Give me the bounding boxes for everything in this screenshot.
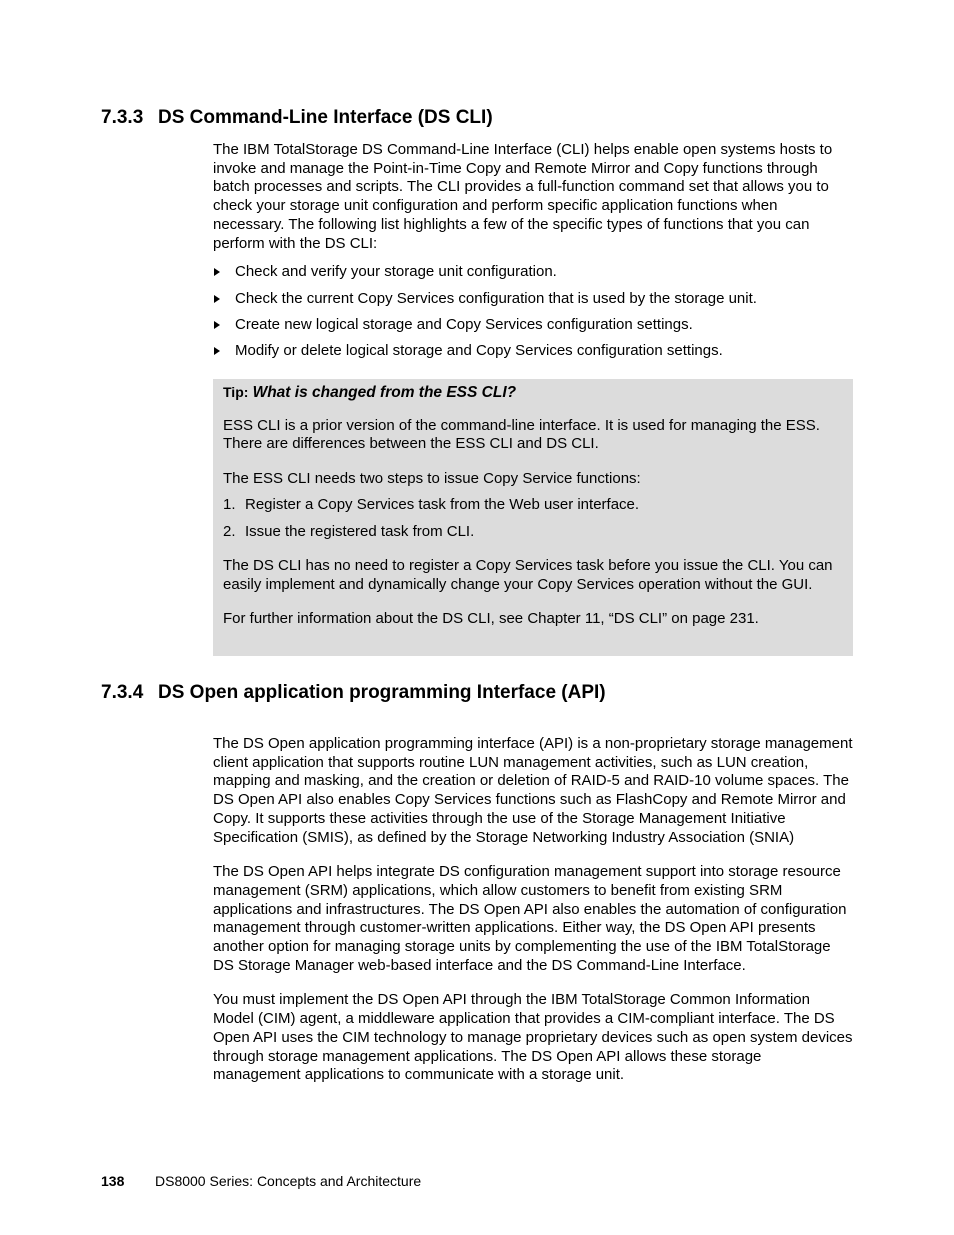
list-item: 2. Issue the registered task from CLI. <box>223 522 475 540</box>
triangle-bullet-icon <box>214 295 220 303</box>
section-heading-ds-cli <box>101 107 493 129</box>
page-footer <box>101 1173 421 1189</box>
tip-label: Tip: <box>223 384 249 400</box>
section-number: 7.3.3 <box>101 107 144 128</box>
section-body-ds-cli <box>213 141 853 369</box>
list-item: Modify or delete logical storage and Copy Services configuration settings. <box>213 342 853 361</box>
triangle-bullet-icon <box>214 321 220 329</box>
paragraph: You must implement the DS Open API through the IBM TotalStorage Common Information Model (CIM) agent, a middleware application that provides a CIM-compliant interface. The DS Open API uses the CIM technology to manage proprietary devices such as open system devices through storage management applications. The DS Open API allows these storage management applications to communicate with a storage unit. <box>213 991 853 1084</box>
section-heading-ds-open-api <box>101 682 606 704</box>
tip-paragraph: ESS CLI is a prior version of the command-line interface. It is used for managing the ESS. There are differences between the ESS CLI and DS CLI. <box>223 416 820 453</box>
tip-paragraph: The DS CLI has no need to register a Copy Services task before you issue the CLI. You can easily implement and dynamically change your Copy Services operation without the GUI. <box>223 556 833 593</box>
page-number: 138 <box>101 1173 125 1189</box>
numbered-list <box>223 496 843 541</box>
triangle-bullet-icon <box>214 268 220 276</box>
bullet-list <box>213 263 853 361</box>
list-item: 1. Register a Copy Services task from the Web user interface. <box>223 496 640 514</box>
section-body-ds-open-api <box>213 735 853 1101</box>
tip-box <box>213 379 853 656</box>
paragraph: The DS Open application programming interface (API) is a non-proprietary storage management client application that supports routine LUN management activities, such as LUN creation, mapping and masking, and the creation or deletion of RAID-5 and RAID-10 volume spaces. The DS Open API also enables Copy Services functions such as FlashCopy and Remote Mirror and Copy. It supports these activities through the use of the Storage Management Initiative Specification (SMIS), as defined by the Storage Networking Industry Association (SNIA) <box>213 735 853 846</box>
section-title: DS Open application programming Interface (API) <box>158 682 606 703</box>
paragraph: The DS Open API helps integrate DS configuration management support into storage resource management (SRM) applications, which allow customers to benefit from existing SRM applications and infrastructures. The DS Open API also enables the automation of configuration management through customer-written applications. Either way, the DS Open API presents another option for managing storage units by complementing the use of the IBM TotalStorage DS Storage Manager web-based interface and the DS Command-Line Interface. <box>213 863 847 974</box>
triangle-bullet-icon <box>214 347 220 355</box>
list-item: Check the current Copy Services configuration that is used by the storage unit. <box>213 290 853 309</box>
list-item: Create new logical storage and Copy Services configuration settings. <box>213 316 853 335</box>
tip-heading <box>223 383 843 403</box>
tip-title: What is changed from the ESS CLI? <box>252 384 517 401</box>
book-title: DS8000 Series: Concepts and Architecture <box>155 1173 422 1189</box>
list-item: Check and verify your storage unit configuration. <box>213 263 853 282</box>
paragraph: The IBM TotalStorage DS Command-Line Interface (CLI) helps enable open systems hosts to invoke and manage the Point-in-Time Copy and Remote Mirror and Copy functions through batch processes and scripts. The CLI provides a full-function command set that allows you to check your storage unit configuration and perform specific application functions when necessary. The following list highlights a few of the specific types of functions that you can perform with the DS CLI: <box>213 141 833 252</box>
section-number: 7.3.4 <box>101 682 144 703</box>
tip-paragraph: For further information about the DS CLI, see Chapter 11, “DS CLI” on page 231. <box>223 609 759 627</box>
section-title: DS Command-Line Interface (DS CLI) <box>158 107 493 128</box>
tip-paragraph: The ESS CLI needs two steps to issue Copy Service functions: <box>223 469 641 487</box>
